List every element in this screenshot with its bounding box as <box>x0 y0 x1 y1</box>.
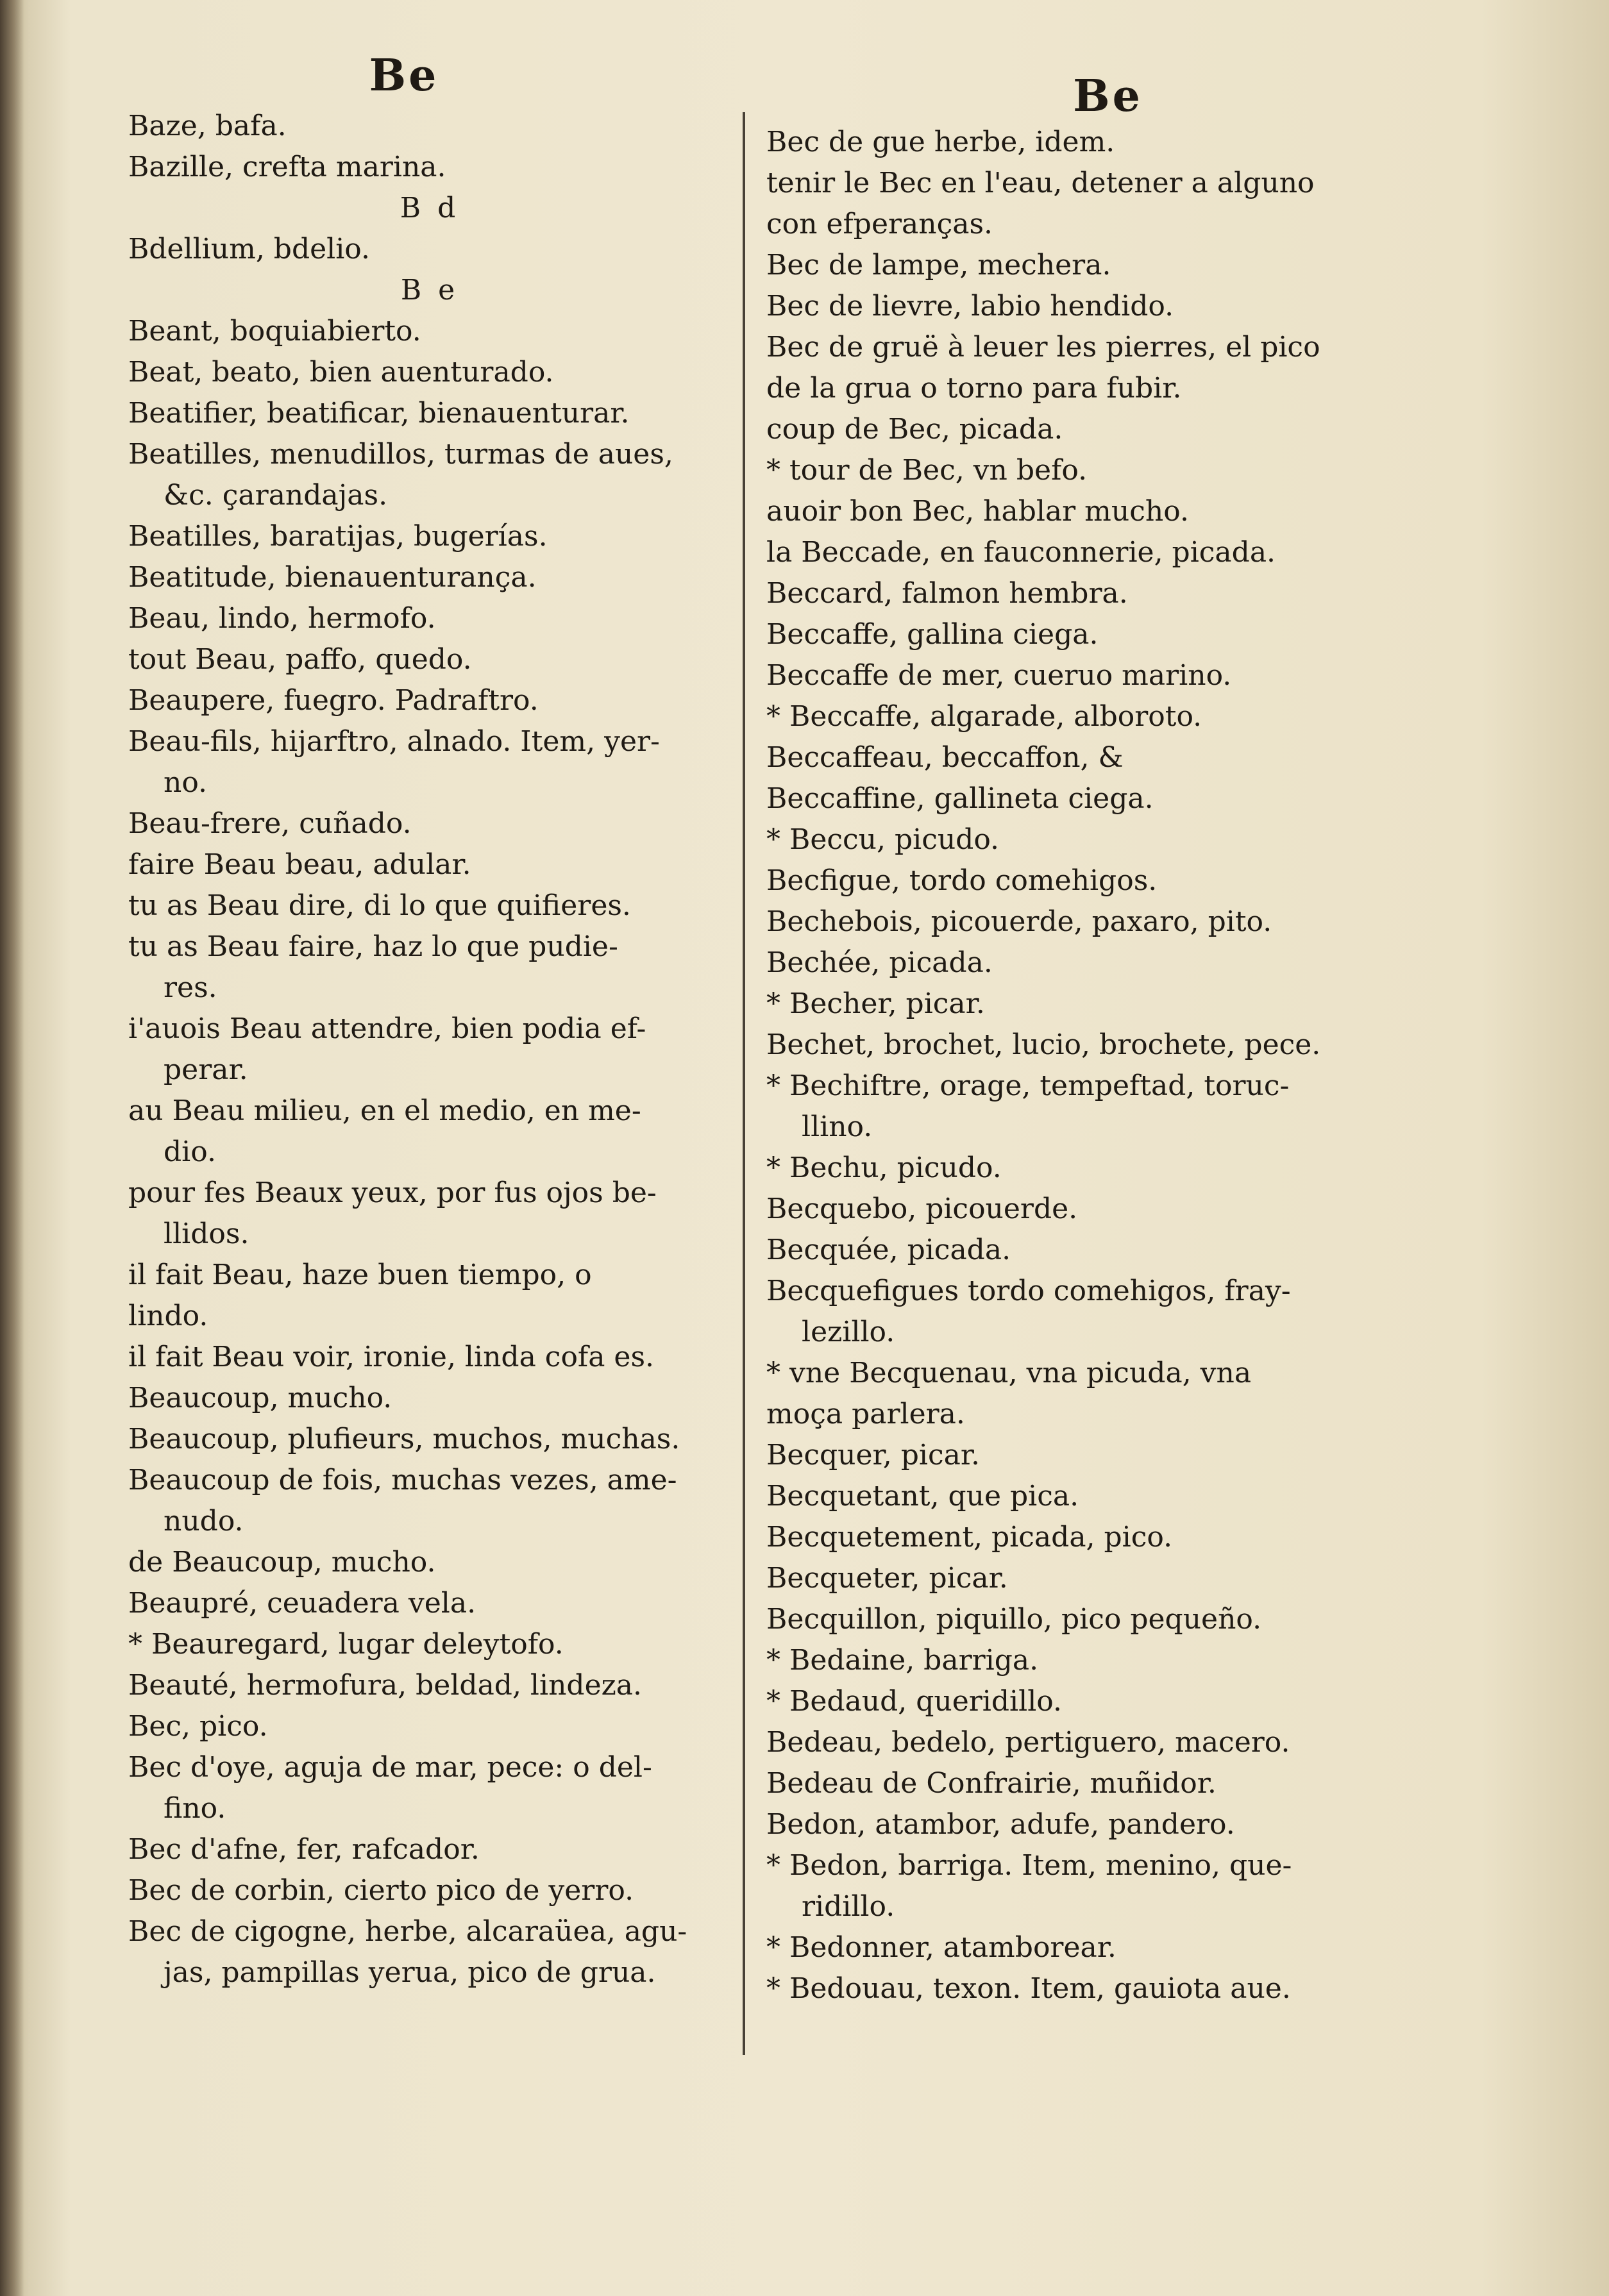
dictionary-entry-line: ridillo. <box>802 1890 895 1923</box>
dictionary-entry-line: * Beccu, picudo. <box>766 823 1000 856</box>
dictionary-entry-line: Bechet, brochet, lucio, brochete, pece. <box>766 1028 1321 1061</box>
dictionary-entry-line: Becquebo, picouerde. <box>766 1193 1078 1225</box>
dictionary-entry-line: tu as Beau dire, di lo que quifieres. <box>128 889 631 922</box>
dictionary-entry-line: la Beccade, en fauconnerie, picada. <box>766 536 1276 569</box>
dictionary-entry-line: Bec de cigogne, herbe, alcaraüea, agu- <box>128 1915 687 1948</box>
dictionary-entry-line: de la grua o torno para fubir. <box>766 372 1182 405</box>
dictionary-entry-line: * tour de Bec, vn befo. <box>766 454 1088 487</box>
left-column <box>128 0 731 2296</box>
page-gutter <box>0 0 24 2296</box>
dictionary-entry-line: Beatilles, menudillos, turmas de aues, <box>128 438 673 471</box>
dictionary-entry-line: res. <box>164 971 217 1004</box>
dictionary-entry-line: * Bechu, picudo. <box>766 1152 1002 1184</box>
dictionary-entry-line: Becquillon, piquillo, pico pequeño. <box>766 1603 1262 1636</box>
dictionary-entry-line: llino. <box>802 1110 873 1143</box>
dictionary-entry-line: * Bedonner, atamborear. <box>766 1931 1116 1964</box>
dictionary-entry-line: * vne Becquenau, vna picuda, vna <box>766 1357 1252 1389</box>
dictionary-entry-line: au Beau milieu, en el medio, en me- <box>128 1094 641 1127</box>
dictionary-entry-line: Beatifier, beatificar, bienauenturar. <box>128 397 630 430</box>
dictionary-entry-line: Becqueter, picar. <box>766 1562 1008 1595</box>
dictionary-entry-line: Becquetant, que pica. <box>766 1480 1079 1513</box>
dictionary-entry-line: Beatilles, baratijas, bugerías. <box>128 520 548 553</box>
dictionary-entry-line: Bec de lievre, labio hendido. <box>766 290 1174 323</box>
dictionary-entry-line: * Bedaud, queridillo. <box>766 1685 1062 1718</box>
column-divider <box>743 112 745 2055</box>
dictionary-entry-line: perar. <box>164 1053 248 1086</box>
dictionary-entry-line: * Bedaine, barriga. <box>766 1644 1039 1677</box>
dictionary-entry-line: coup de Bec, picada. <box>766 413 1063 446</box>
dictionary-entry-line: Bedeau de Confrairie, muñidor. <box>766 1767 1217 1800</box>
dictionary-entry-line: Baze, bafa. <box>128 110 287 142</box>
dictionary-entry-line: * Beccaffe, algarade, alboroto. <box>766 700 1202 733</box>
dictionary-entry-line: Bazille, crefta marina. <box>128 151 446 183</box>
dictionary-entry-line: tu as Beau faire, haz lo que pudie- <box>128 930 618 963</box>
right-entries <box>766 122 1392 2009</box>
dictionary-entry-line: Bdellium, bdelio. <box>128 233 371 265</box>
dictionary-entry-line: dio. <box>164 1135 216 1168</box>
section-letter-heading: B e <box>400 274 459 306</box>
dictionary-entry-line: Bec de gue herbe, idem. <box>766 126 1115 158</box>
dictionary-entry-line: il fait Beau, haze buen tiempo, o <box>128 1259 592 1291</box>
dictionary-entry-line: Beau-fils, hijarftro, alnado. Item, yer- <box>128 725 660 758</box>
dictionary-entry-line: auoir bon Bec, hablar mucho. <box>766 495 1189 528</box>
dictionary-entry-line: Beant, boquiabierto. <box>128 315 421 348</box>
dictionary-entry-line: * Bedon, barriga. Item, menino, que- <box>766 1849 1292 1882</box>
dictionary-entry-line: Bedeau, bedelo, pertiguero, macero. <box>766 1726 1290 1759</box>
dictionary-entry-line: Beccaffe, gallina ciega. <box>766 618 1099 651</box>
dictionary-entry-line: moça parlera. <box>766 1398 965 1430</box>
dictionary-entry-line: Becquetement, picada, pico. <box>766 1521 1173 1554</box>
dictionary-entry-line: Beat, beato, bien auenturado. <box>128 356 554 389</box>
right-column <box>766 0 1392 2296</box>
dictionary-entry-line: lezillo. <box>802 1316 895 1348</box>
dictionary-entry-line: * Beauregard, lugar deleytofo. <box>128 1628 564 1661</box>
left-column-header: Be <box>369 50 439 101</box>
dictionary-entry-line: Becfigue, tordo comehigos. <box>766 864 1158 897</box>
dictionary-entry-line: Beaucoup, mucho. <box>128 1382 392 1414</box>
dictionary-entry-line: Beau, lindo, hermofo. <box>128 602 436 635</box>
dictionary-entry-line: tenir le Bec en l'eau, detener a alguno <box>766 167 1315 199</box>
dictionary-entry-line: Beccaffeau, beccaffon, & <box>766 741 1124 774</box>
dictionary-entry-line: pour fes Beaux yeux, por fus ojos be- <box>128 1177 657 1209</box>
dictionary-entry-line: con efperanças. <box>766 208 993 240</box>
left-entries <box>128 106 731 1993</box>
dictionary-entry-line: Beaucoup, plufieurs, muchos, muchas. <box>128 1423 680 1455</box>
dictionary-entry-line: * Bechiftre, orage, tempeftad, toruc- <box>766 1069 1290 1102</box>
dictionary-entry-line: Bec de gruë à leuer les pierres, el pico <box>766 331 1320 364</box>
dictionary-entry-line: Bec d'oye, aguja de mar, pece: o del- <box>128 1751 652 1784</box>
dictionary-entry-line: faire Beau beau, adular. <box>128 848 471 881</box>
right-column-header: Be <box>1073 71 1143 122</box>
dictionary-entry-line: * Bedouau, texon. Item, gauiota aue. <box>766 1972 1291 2005</box>
dictionary-entry-line: lindo. <box>128 1300 208 1332</box>
dictionary-entry-line: Becquée, picada. <box>766 1234 1011 1266</box>
dictionary-entry-line: de Beaucoup, mucho. <box>128 1546 436 1579</box>
dictionary-entry-line: tout Beau, paffo, quedo. <box>128 643 472 676</box>
dictionary-entry-line: Beaupere, fuegro. Padraftro. <box>128 684 539 717</box>
dictionary-entry-line: il fait Beau voir, ironie, linda cofa es. <box>128 1341 655 1373</box>
dictionary-entry-line: Bec de corbin, cierto pico de yerro. <box>128 1874 634 1907</box>
dictionary-entry-line: Beccaffe de mer, cueruo marino. <box>766 659 1232 692</box>
dictionary-entry-line: Beaucoup de fois, muchas vezes, ame- <box>128 1464 677 1496</box>
dictionary-entry-line: Bechebois, picouerde, paxaro, pito. <box>766 905 1272 938</box>
dictionary-entry-line: Beccard, falmon hembra. <box>766 577 1128 610</box>
dictionary-entry-line: llidos. <box>164 1218 249 1250</box>
dictionary-entry-line: Beccaffine, gallineta ciega. <box>766 782 1154 815</box>
dictionary-entry-line: nudo. <box>164 1505 244 1538</box>
dictionary-entry-line: * Becher, picar. <box>766 987 985 1020</box>
dictionary-entry-line: Bec, pico. <box>128 1710 268 1743</box>
dictionary-entry-line: no. <box>164 766 208 799</box>
dictionary-entry-line: Beatitude, bienauenturança. <box>128 561 537 594</box>
dictionary-entry-line: jas, pampillas yerua, pico de grua. <box>164 1956 656 1989</box>
dictionary-entry-line: Bec de lampe, mechera. <box>766 249 1111 281</box>
dictionary-entry-line: Bec d'afne, fer, rafcador. <box>128 1833 480 1866</box>
dictionary-entry-line: i'auois Beau attendre, bien podia ef- <box>128 1012 646 1045</box>
dictionary-entry-line: Beauté, hermofura, beldad, lindeza. <box>128 1669 643 1702</box>
dictionary-entry-line: &c. çarandajas. <box>164 479 388 512</box>
section-letter-heading: B d <box>400 192 460 224</box>
dictionary-entry-line: Beau-frere, cuñado. <box>128 807 412 840</box>
dictionary-entry-line: Beaupré, ceuadera vela. <box>128 1587 476 1620</box>
dictionary-entry-line: Becquefigues tordo comehigos, fray- <box>766 1275 1291 1307</box>
dictionary-entry-line: fino. <box>164 1792 226 1825</box>
dictionary-entry-line: Bechée, picada. <box>766 946 993 979</box>
dictionary-entry-line: Becquer, picar. <box>766 1439 981 1471</box>
dictionary-entry-line: Bedon, atambor, adufe, pandero. <box>766 1808 1235 1841</box>
